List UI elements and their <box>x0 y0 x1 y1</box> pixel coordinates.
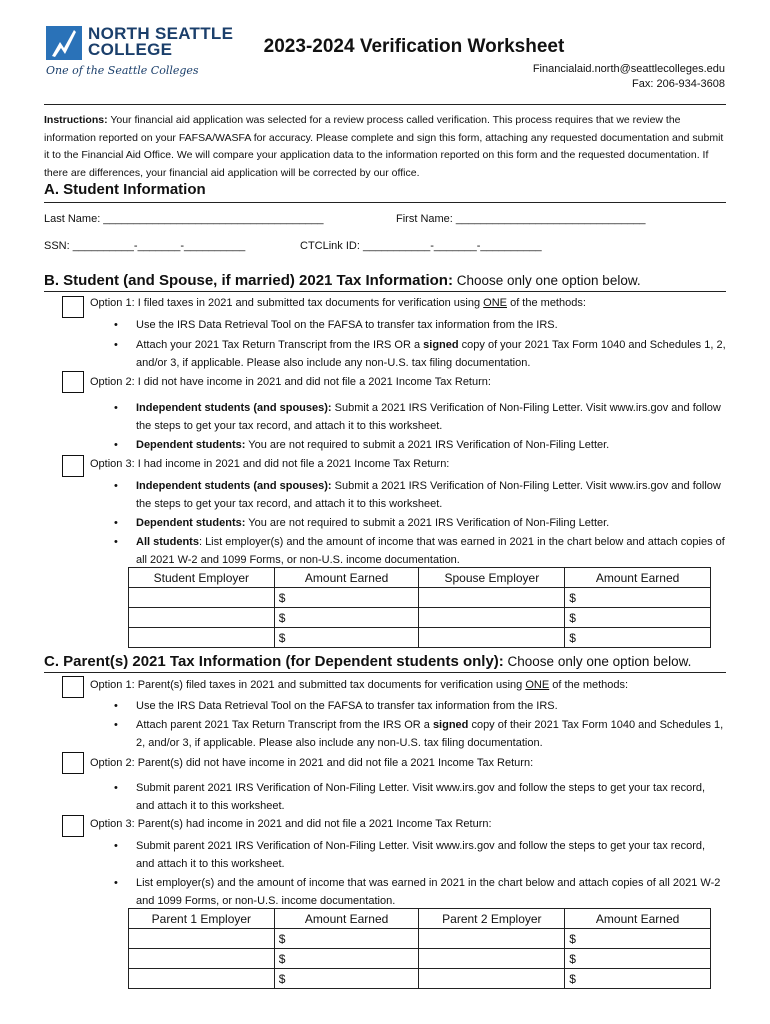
section-c-title: C. Parent(s) 2021 Tax Information (for Dependent students only): <box>44 653 504 670</box>
bullet-icon: • <box>114 719 118 731</box>
employer-cell[interactable] <box>129 628 275 648</box>
bullet-icon: • <box>114 480 118 492</box>
section-c-subtitle: Choose only one option below. <box>503 654 692 669</box>
header-divider <box>44 104 726 105</box>
student-option-3-label: Option 3: I had income in 2021 and did not file a 2021 Income Tax Return: <box>90 458 450 470</box>
ctclink-id-field[interactable]: CTCLink ID: ___________-_______-__________ <box>300 240 542 252</box>
table-header: Spouse Employer <box>419 568 565 588</box>
table-header-row <box>129 909 711 929</box>
student-employer-table <box>128 567 711 648</box>
section-c-heading <box>44 653 691 670</box>
employer-cell[interactable] <box>419 949 565 969</box>
section-a-rule <box>44 202 726 203</box>
parent-option-1-checkbox[interactable] <box>62 676 84 698</box>
employer-cell[interactable] <box>419 929 565 949</box>
table-row <box>129 588 711 608</box>
section-a-heading: A. Student Information <box>44 181 206 198</box>
student-option-1-checkbox[interactable] <box>62 296 84 318</box>
bullet-icon: • <box>114 319 118 331</box>
employer-cell[interactable] <box>129 949 275 969</box>
table-header: Student Employer <box>129 568 275 588</box>
section-b-title: B. Student (and Spouse, if married) 2021 Tax Information: <box>44 272 453 289</box>
table-row <box>129 949 711 969</box>
employer-cell[interactable] <box>419 628 565 648</box>
amount-cell[interactable]: $ <box>565 608 711 628</box>
logo-tagline: One of the Seattle Colleges <box>46 64 199 77</box>
employer-cell[interactable] <box>129 929 275 949</box>
table-row <box>129 929 711 949</box>
bullet-icon: • <box>114 517 118 529</box>
table-header: Parent 1 Employer <box>129 909 275 929</box>
contact-fax: Fax: 206-934-3608 <box>632 78 725 90</box>
parent-employer-table <box>128 908 711 989</box>
parent-option-2-label: Option 2: Parent(s) did not have income in 2021 and did not file a 2021 Income Tax Return: <box>90 757 534 769</box>
first-name-field[interactable]: First Name: _______________________________ <box>396 213 646 225</box>
amount-cell[interactable]: $ <box>565 628 711 648</box>
ssn-field[interactable]: SSN: __________-_______-__________ <box>44 240 246 252</box>
parent-option-3-label: Option 3: Parent(s) had income in 2021 and did not file a 2021 Income Tax Return: <box>90 818 492 830</box>
table-row <box>129 608 711 628</box>
amount-cell[interactable]: $ <box>565 588 711 608</box>
section-c-rule <box>44 672 726 673</box>
section-b-rule <box>44 291 726 292</box>
bullet-icon: • <box>114 877 118 889</box>
bullet-icon: • <box>114 536 118 548</box>
employer-cell[interactable] <box>129 588 275 608</box>
table-header-row <box>129 568 711 588</box>
student-option-2-checkbox[interactable] <box>62 371 84 393</box>
employer-cell[interactable] <box>129 969 275 989</box>
logo-line1: NORTH SEATTLE <box>88 24 234 43</box>
amount-cell[interactable]: $ <box>565 929 711 949</box>
amount-cell[interactable]: $ <box>274 628 419 648</box>
amount-cell[interactable]: $ <box>274 949 419 969</box>
logo-line2: COLLEGE <box>88 40 173 59</box>
student-option-1-label: Option 1: I filed taxes in 2021 and submitted tax documents for verification using ONE of the methods: <box>90 297 586 309</box>
contact-email[interactable]: Financialaid.north@seattlecolleges.edu <box>532 63 725 75</box>
amount-cell[interactable]: $ <box>274 969 419 989</box>
amount-cell[interactable]: $ <box>565 969 711 989</box>
last-name-field[interactable]: Last Name: ____________________________________ <box>44 213 324 225</box>
table-row <box>129 969 711 989</box>
student-option-3-checkbox[interactable] <box>62 455 84 477</box>
table-header: Amount Earned <box>565 909 711 929</box>
amount-cell[interactable]: $ <box>274 588 419 608</box>
bullet-icon: • <box>114 700 118 712</box>
instructions <box>44 112 724 182</box>
employer-cell[interactable] <box>419 588 565 608</box>
bullet-icon: • <box>114 782 118 794</box>
instructions-text: Your financial aid application was selected for a review process called verification. This process requires that we review the information reported on your FAFSA/WASFA for accuracy. Please complete and sign this form, attaching any requested documentation and submit it to the Financial Aid Office. We will compare your application data to the information reported on this form and the requested documentation. If there are differences, your financial aid application will be corrected by our office. <box>44 114 724 179</box>
section-b-heading <box>44 272 641 289</box>
parent-option-3-checkbox[interactable] <box>62 815 84 837</box>
table-header: Amount Earned <box>274 568 419 588</box>
employer-cell[interactable] <box>419 608 565 628</box>
contact-info <box>533 62 725 92</box>
amount-cell[interactable]: $ <box>274 608 419 628</box>
employer-cell[interactable] <box>129 608 275 628</box>
table-header: Amount Earned <box>274 909 419 929</box>
bullet-icon: • <box>114 339 118 351</box>
parent-option-1-label: Option 1: Parent(s) filed taxes in 2021 and submitted tax documents for verification using ONE of the methods: <box>90 679 629 691</box>
table-header: Amount Earned <box>565 568 711 588</box>
instructions-label: Instructions: <box>44 114 108 126</box>
table-header: Parent 2 Employer <box>419 909 565 929</box>
page-title: 2023-2024 Verification Worksheet <box>263 36 565 57</box>
bullet-icon: • <box>114 402 118 414</box>
student-option-2-label: Option 2: I did not have income in 2021 and did not file a 2021 Income Tax Return: <box>90 376 491 388</box>
employer-cell[interactable] <box>419 969 565 989</box>
section-b-subtitle: Choose only one option below. <box>452 273 641 288</box>
bullet-icon: • <box>114 439 118 451</box>
amount-cell[interactable]: $ <box>565 949 711 969</box>
bullet-icon: • <box>114 840 118 852</box>
amount-cell[interactable]: $ <box>274 929 419 949</box>
table-row <box>129 628 711 648</box>
parent-option-2-checkbox[interactable] <box>62 752 84 774</box>
